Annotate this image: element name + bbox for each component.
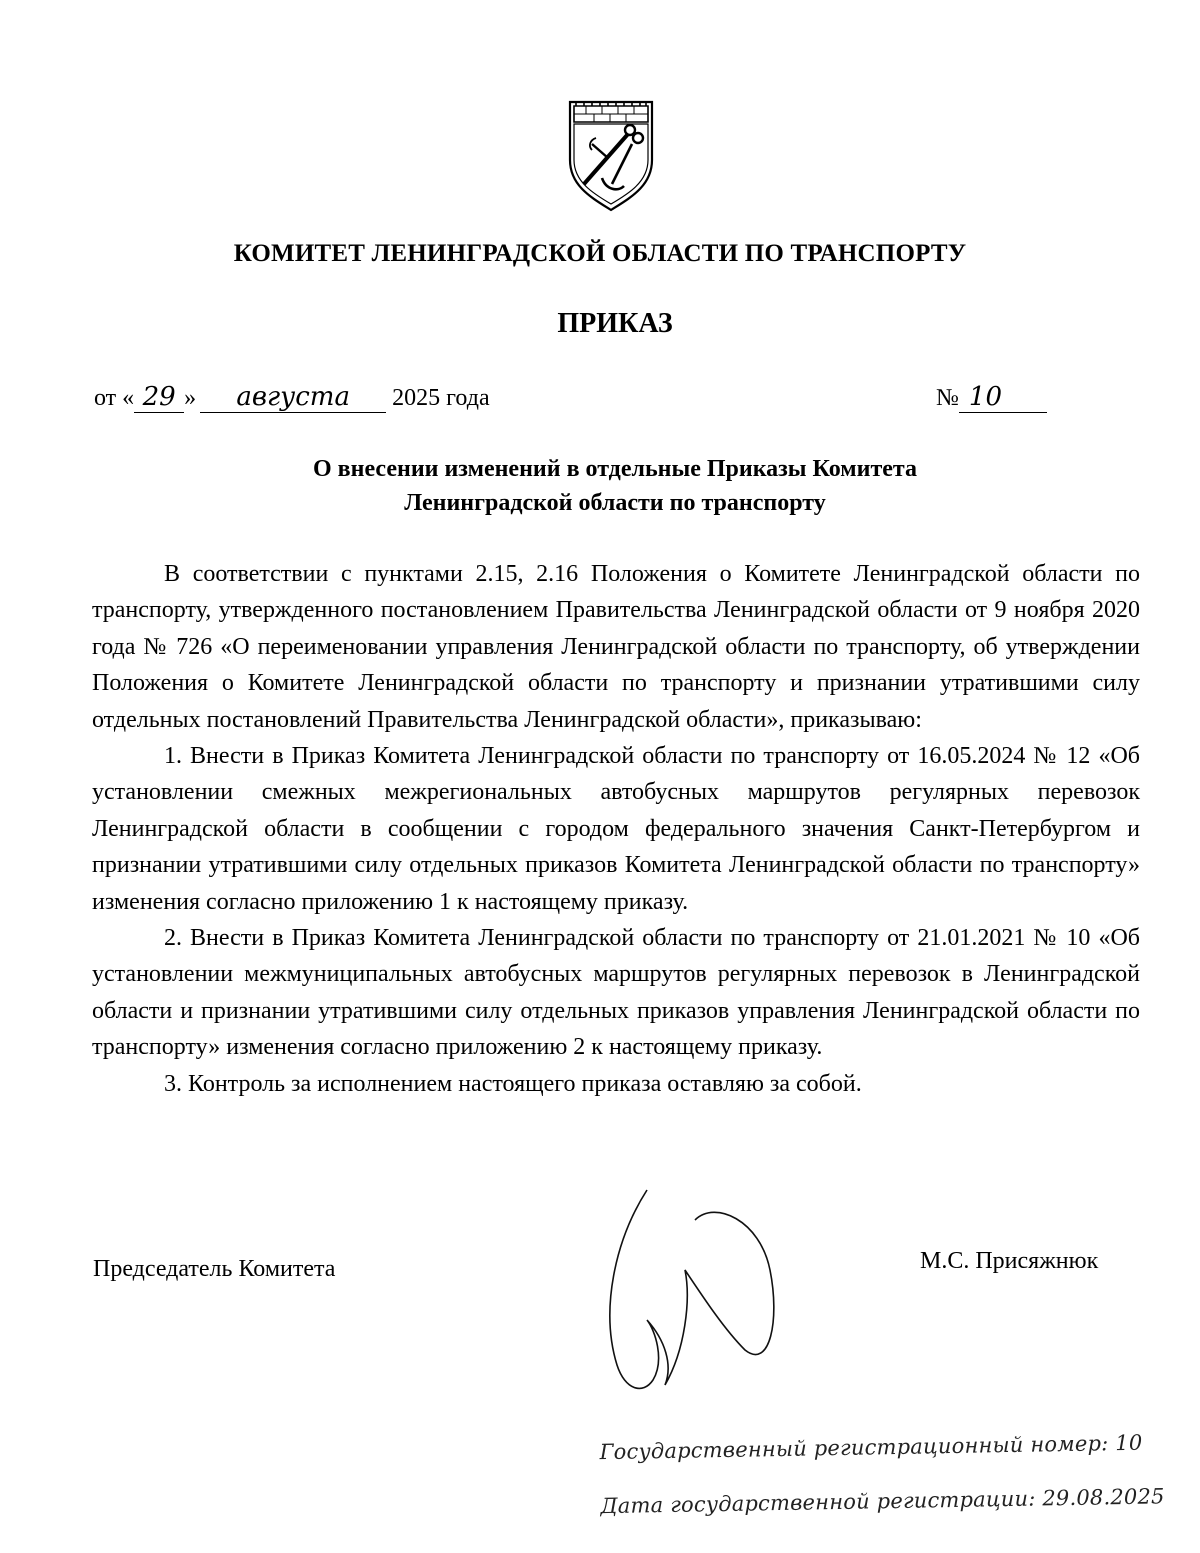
- date-year: 2025 года: [392, 385, 490, 411]
- coat-of-arms-icon: [566, 98, 656, 212]
- title-line-1: О внесении изменений в отдельные Приказы Комитета: [312, 456, 917, 482]
- signer-name: М.С. Присяжнюк: [920, 1248, 1099, 1274]
- date-month: августа: [200, 382, 386, 413]
- document-type: ПРИКАЗ: [557, 308, 673, 339]
- title-line-2: Ленинградской области по транспорту: [404, 490, 826, 516]
- registration-number-line: Государственный регистрационный номер: 10: [599, 1430, 1143, 1465]
- date-day: 29: [134, 382, 184, 413]
- document-title: [0, 452, 1200, 520]
- preamble-paragraph: В соответствии с пунктами 2.15, 2.16 Положения о Комитете Ленинградской области по транспорту, утвержденного постановлением Правительства Ленинградской области от 9 ноября 2020 года № 726 «О переименовании управления Ленинградской области по транспорту, об утверждении Положения о Комитете Ленинградской области по транспорту и признании утратившими силу отдельных постановлений Правительства Ленинградской области», приказываю:: [92, 561, 1140, 733]
- item-3-paragraph: 3. Контроль за исполнением настоящего приказа оставляю за собой.: [164, 1070, 862, 1097]
- registration-note: [599, 1415, 1191, 1533]
- signer-role: Председатель Комитета: [93, 1256, 336, 1282]
- item-2-paragraph: 2. Внести в Приказ Комитета Ленинградской области по транспорту от 21.01.2021 № 10 «Об установлении межмуниципальных автобусных маршрутов регулярных перевозок в Ленинградской области и признании утратившими силу отдельных приказов управления Ленинградской области по транспорту» изменения согласно приложению 2 к настоящему приказу.: [92, 925, 1140, 1061]
- order-number: 10: [959, 382, 1047, 413]
- document-body: [92, 556, 1140, 1102]
- registration-date-line: Дата государственной регистрации: 29.08.2025: [600, 1484, 1165, 1519]
- handwritten-signature: [595, 1180, 795, 1400]
- order-number-line: [936, 382, 1047, 413]
- organization-name: КОМИТЕТ ЛЕНИНГРАДСКОЙ ОБЛАСТИ ПО ТРАНСПОРТУ: [233, 240, 967, 267]
- number-prefix: №: [936, 385, 959, 411]
- item-1-paragraph: 1. Внести в Приказ Комитета Ленинградской области по транспорту от 16.05.2024 № 12 «Об установлении смежных межрегиональных автобусных маршрутов регулярных перевозок Ленинградской области в сообщении с городом федерального значения Санкт-Петербургом и признании утратившими силу отдельных приказов Комитета Ленинградской области по транспорту» изменения согласно приложению 1 к настоящему приказу.: [92, 743, 1140, 915]
- date-mid: »: [184, 385, 197, 411]
- date-prefix: от «: [94, 385, 135, 411]
- date-line: [94, 382, 490, 413]
